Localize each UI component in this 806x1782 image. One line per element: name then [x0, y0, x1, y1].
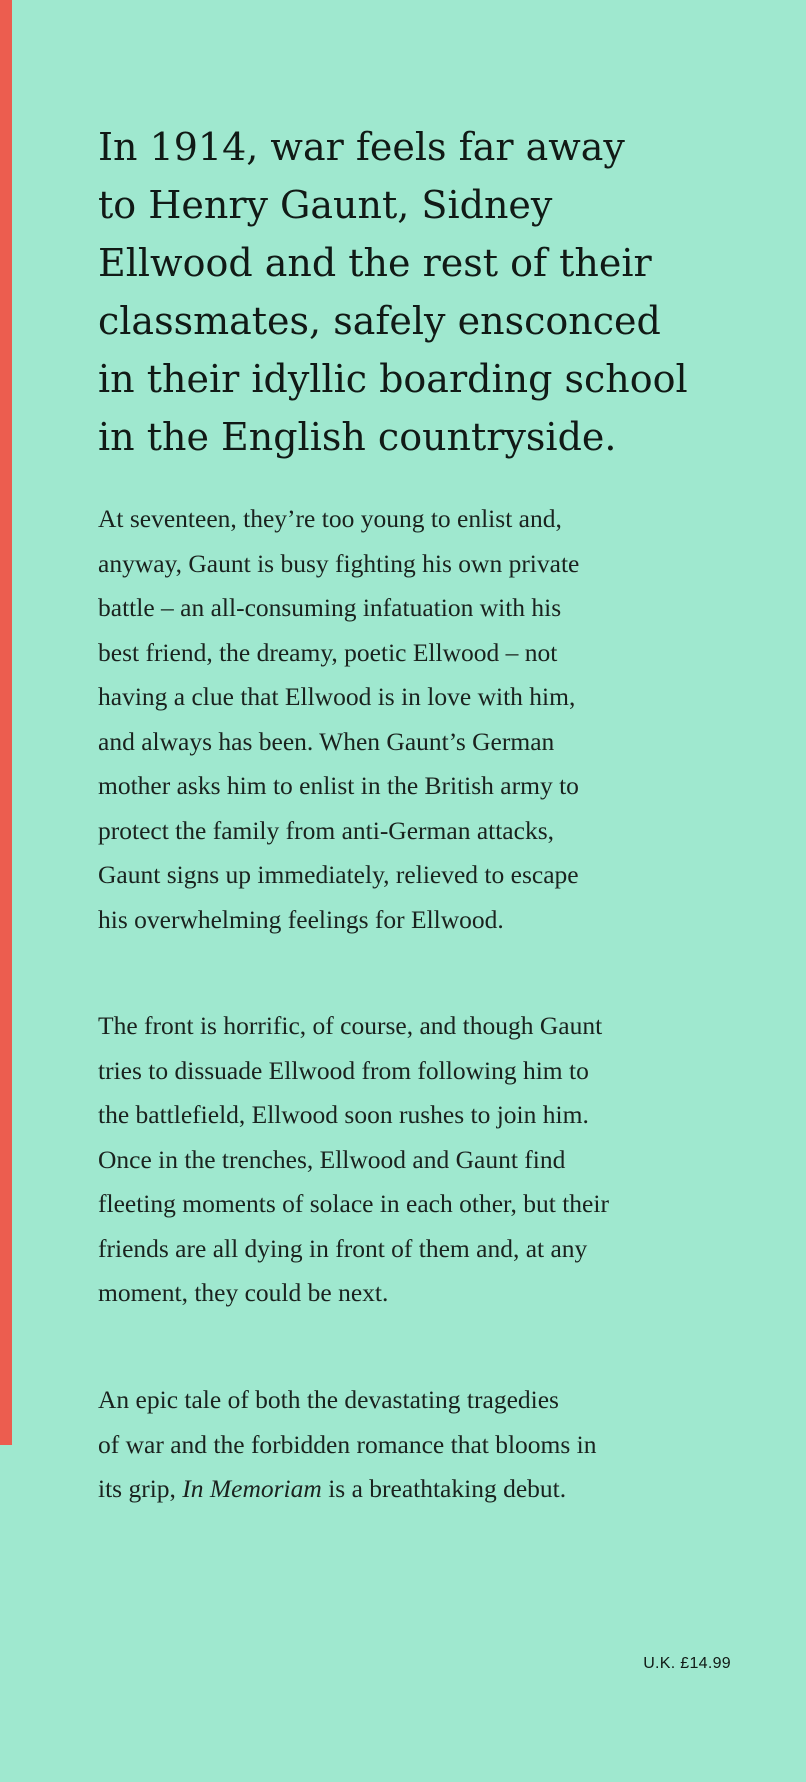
text-line: friends are all dying in front of them and, at any	[98, 1233, 588, 1263]
book-title: In Memoriam	[182, 1474, 322, 1503]
headline-line: In 1914, war feels far away	[98, 125, 625, 169]
text-line: and always has been. When Gaunt’s German	[98, 726, 555, 756]
text-line: fleeting moments of solace in each other, but their	[98, 1189, 609, 1218]
text-line: having a clue that Ellwood is in love with him,	[98, 682, 576, 711]
text-line: mother asks him to enlist in the British army to	[98, 771, 579, 800]
text-line: At seventeen, they’re too young to enlist and,	[98, 504, 562, 533]
synopsis-paragraph-2	[98, 1004, 758, 1316]
synopsis-paragraph-1	[98, 497, 758, 942]
text-fragment: is a breathtaking debut.	[321, 1474, 567, 1503]
text-fragment: its grip,	[98, 1474, 183, 1503]
text-line: Once in the trenches, Ellwood and Gaunt find	[98, 1144, 566, 1174]
text-line: the battlefield, Ellwood soon rushes to join him.	[98, 1100, 589, 1129]
text-line: moment, they could be next.	[98, 1278, 389, 1307]
text-line: An epic tale of both the devastating tragedies	[98, 1385, 559, 1414]
text-line: Gaunt signs up immediately, relieved to escape	[98, 860, 579, 889]
price-label: U.K. £14.99	[643, 1655, 731, 1672]
text-line: of war and the forbidden romance that blooms in	[98, 1429, 597, 1459]
headline-blurb	[98, 118, 748, 466]
text-line: his overwhelming feelings for Ellwood.	[98, 904, 504, 934]
headline-line: Ellwood and the rest of their	[98, 241, 652, 285]
text-line: protect the family from anti-German attacks,	[98, 815, 554, 845]
text-line: tries to dissuade Ellwood from following him to	[98, 1055, 589, 1085]
text-line: The front is horrific, of course, and though Gaunt	[98, 1011, 603, 1040]
text-line: battle – an all-consuming infatuation with his	[98, 593, 562, 622]
text-line: best friend, the dreamy, poetic Ellwood – not	[98, 637, 558, 667]
text-line: anyway, Gaunt is busy fighting his own private	[98, 548, 580, 578]
headline-line: in their idyllic boarding school	[98, 357, 688, 401]
headline-line: classmates, safely ensconced	[98, 299, 661, 343]
synopsis-paragraph-3	[98, 1378, 758, 1512]
red-spine-edge	[0, 0, 12, 1445]
headline-line: in the English countryside.	[98, 415, 617, 459]
headline-line: to Henry Gaunt, Sidney	[98, 183, 553, 227]
text-line	[98, 1467, 758, 1512]
